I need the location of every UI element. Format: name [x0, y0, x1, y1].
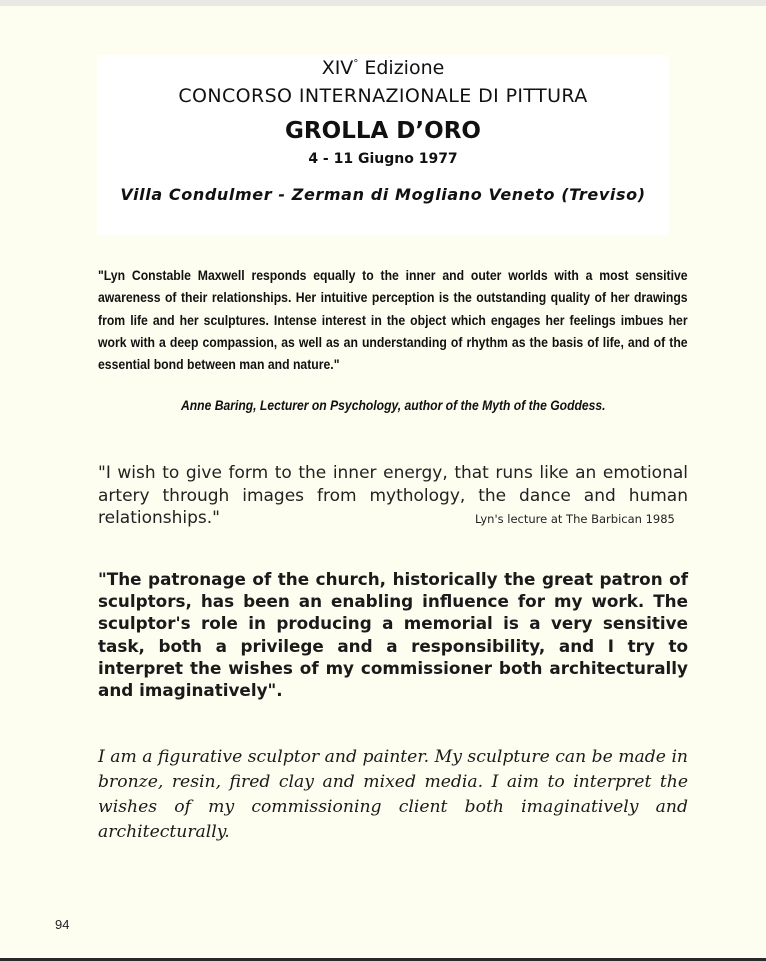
- page-number: 94: [55, 917, 70, 932]
- exhibition-banner: [97, 55, 669, 235]
- banner-prize: GROLLA D’ORO: [285, 118, 481, 144]
- lecture-quote: "I wish to give form to the inner energy, that runs like an emotional artery through images from mythology, the dance and human relationships.": [98, 463, 688, 528]
- artist-statement: I am a figurative sculptor and painter. My sculpture can be made in bronze, resin, fired clay and mixed media. I aim to interpret the wishes of my commissioning client both imaginatively and architecturally.: [98, 747, 689, 842]
- church-patronage-quote: "The patronage of the church, historically the great patron of sculptors, has been an enabling influence for my work. The sculptor's role in producing a memorial is a very sensitive task, both a privilege and a responsibility, and I try to interpret the wishes of my commissioner both architecturally and imaginatively".: [98, 569, 688, 701]
- banner-edition: XIV° Edizione: [321, 57, 445, 79]
- banner-venue: Villa Condulmer - Zerman di Mogliano Veneto (Treviso): [120, 185, 646, 204]
- banner-contest: CONCORSO INTERNAZIONALE DI PITTURA: [178, 85, 588, 107]
- baring-quote: "Lyn Constable Maxwell responds equally to the inner and outer worlds with a most sensitive awareness of their relationships. Her intuitive perception is the outstanding quality of her drawings from life and her sculptures. Intense interest in the object which engages her feelings imbues her work with a deep compassion, as well as an understanding of rhythm as the basis of life, and of the essential bond between man and nature.": [98, 267, 688, 373]
- baring-attribution: Anne Baring, Lecturer on Psychology, author of the Myth of the Goddess.: [181, 398, 606, 413]
- lecture-attribution: Lyn's lecture at The Barbican 1985: [475, 512, 675, 526]
- banner-dates: 4 - 11 Giugno 1977: [308, 151, 458, 167]
- top-edge: [0, 0, 766, 6]
